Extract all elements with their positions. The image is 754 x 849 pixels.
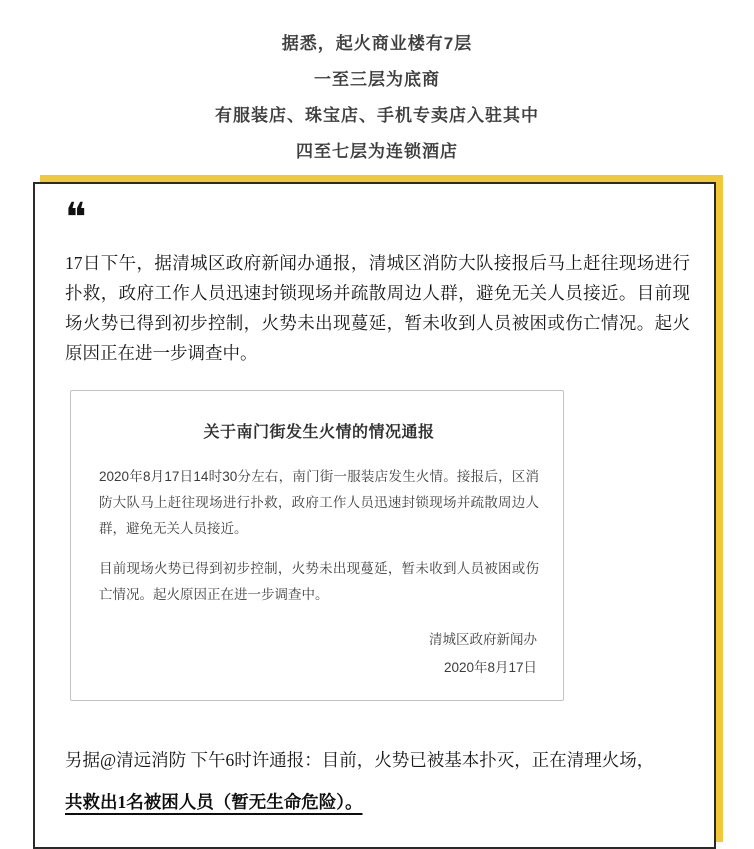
followup-paragraph: 另据@清远消防 下午6时许通报：目前，火势已被基本扑灭，正在清理火场， [65, 750, 655, 770]
report-paragraph: 17日下午，据清城区政府新闻办通报，清城区消防大队接报后马上赶往现场进行扑救，政府工作人员迅速封锁现场并疏散周边人群，避免无关人员接近。目前现场火势已得到初步控制，火势未出现蔓延，暂未收到人员被困或伤亡情况。起火原因正在进一步调查中。 [65, 253, 690, 363]
official-notice-card [70, 390, 564, 701]
rescue-highlight-text: 共救出1名被困人员（暂无生命危险）。 [65, 792, 363, 812]
headline-block [0, 0, 754, 170]
notice-paragraph-2: 目前现场火势已得到初步控制，火势未出现蔓延，暂未收到人员被困或伤亡情况。起火原因正在进一步调查中。 [99, 561, 539, 602]
quote-icon: ❝ [65, 195, 87, 241]
headline-line-2: 一至三层为底商 [314, 70, 440, 89]
notice-signature: 清城区政府新闻办 [429, 632, 537, 647]
headline-line-3: 有服装店、珠宝店、手机专卖店入驻其中 [215, 106, 539, 125]
rescue-highlight-line [65, 787, 690, 817]
report-quote-box [33, 182, 716, 849]
notice-paragraph-1: 2020年8月17日14时30分左右，南门街一服装店发生火情。接报后，区消防大队马上赶往现场进行扑救，政府工作人员迅速封锁现场并疏散周边人群，避免无关人员接近。 [99, 469, 539, 536]
headline-line-1: 据悉，起火商业楼有7层 [281, 34, 473, 53]
notice-title: 关于南门街发生火情的情况通报 [203, 424, 435, 441]
notice-date: 2020年8月17日 [443, 660, 537, 675]
headline-line-4: 四至七层为连锁酒店 [296, 142, 458, 161]
